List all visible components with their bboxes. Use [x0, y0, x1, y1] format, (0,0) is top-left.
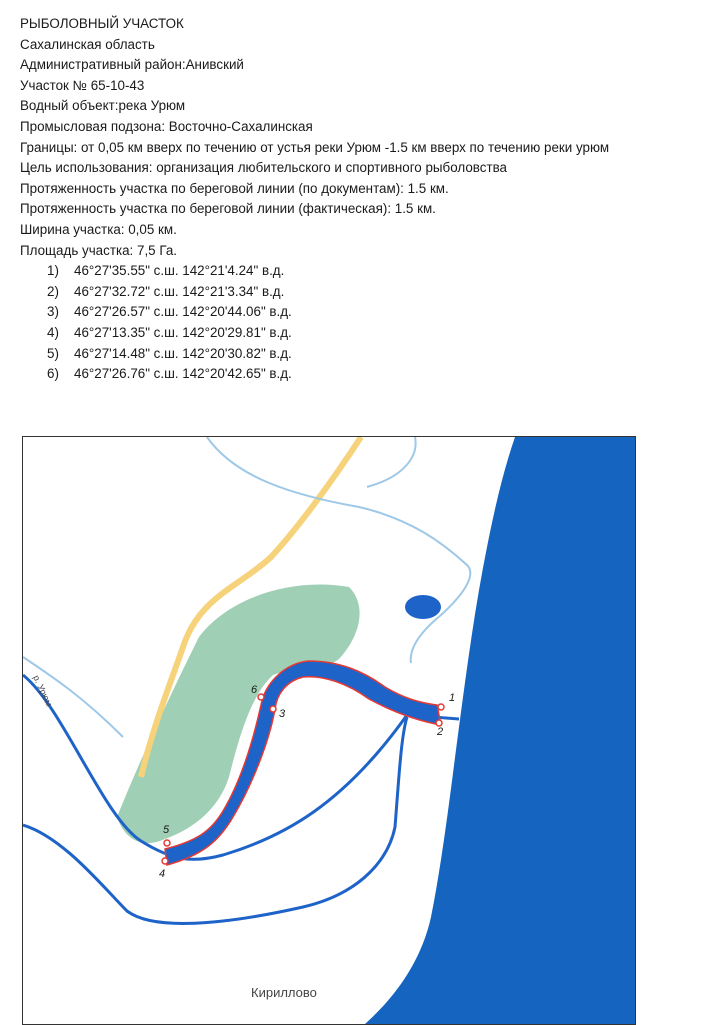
point-3-label: 3 [279, 708, 286, 720]
region-line: Сахалинская область [20, 36, 155, 52]
map-frame [22, 436, 636, 1025]
point-6-marker [258, 694, 264, 700]
coordinate-item: 6) 46°27'26.76" с.ш. 142°20'42.65" в.д. [47, 366, 292, 382]
coordinate-item: 4) 46°27'13.35" с.ш. 142°20'29.81" в.д. [47, 324, 292, 340]
map-svg [23, 437, 635, 1024]
district-line: Административный район:Анивский [20, 57, 244, 73]
purpose-line: Цель использования: организация любительского и спортивного рыболовства [20, 160, 507, 176]
point-5-marker [164, 840, 170, 846]
coordinate-list [20, 261, 720, 385]
point-4-label: 4 [159, 868, 166, 880]
length-actual-line: Протяженность участка по береговой линии (фактическая): 1.5 км. [20, 201, 436, 217]
plot-number-line: Участок № 65-10-43 [20, 77, 145, 93]
point-2-label: 2 [437, 726, 444, 738]
document-text [20, 14, 720, 385]
point-1-label: 1 [449, 692, 456, 704]
river-label: р. Урюм [31, 673, 55, 708]
length-docs-line: Протяженность участка по береговой линии (по документам): 1.5 км. [20, 180, 449, 196]
coordinate-item: 1) 46°27'35.55" с.ш. 142°21'4.24" в.д. [47, 263, 285, 279]
boundaries-line: Границы: от 0,05 км вверх по течению от устья реки Урюм -1.5 км вверх по течению реки урюм [20, 139, 610, 155]
coordinate-item: 5) 46°27'14.48" с.ш. 142°20'30.82" в.д. [47, 345, 292, 361]
width-line: Ширина участка: 0,05 км. [20, 221, 177, 237]
point-5-label: 5 [163, 824, 170, 836]
coordinate-item: 2) 46°27'32.72" с.ш. 142°21'3.34" в.д. [47, 283, 285, 299]
village-label: Кириллово [251, 985, 317, 1000]
document-title: РЫБОЛОВНЫЙ УЧАСТОК [20, 16, 184, 31]
pond [405, 595, 441, 619]
coordinate-item: 3) 46°27'26.57" с.ш. 142°20'44.06" в.д. [47, 304, 292, 320]
water-body-line: Водный объект:река Урюм [20, 98, 186, 114]
area-line: Площадь участка: 7,5 Га. [20, 242, 177, 258]
stream [367, 437, 416, 487]
point-4-marker [162, 858, 168, 864]
point-3-marker [270, 706, 276, 712]
point-1-marker [438, 704, 444, 710]
subzone-line: Промысловая подзона: Восточно-Сахалинская [20, 118, 313, 134]
stream [23, 657, 123, 737]
point-6-label: 6 [251, 684, 258, 696]
